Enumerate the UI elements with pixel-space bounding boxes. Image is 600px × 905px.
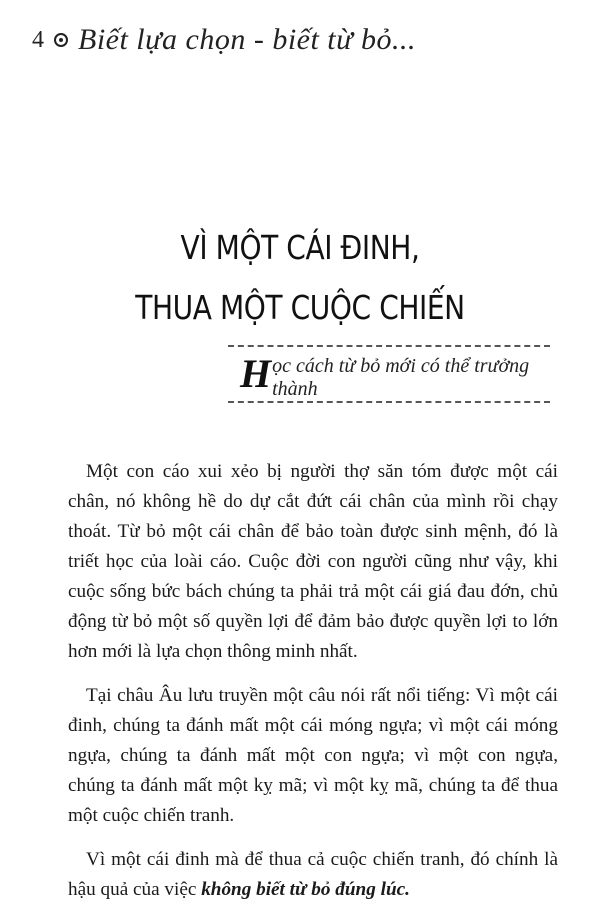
circle-bullet-icon — [54, 33, 68, 47]
paragraph-3-text: Vì một cái đinh mà để thua cả cuộc chiến tranh, đó chính là hậu quả của việc — [68, 849, 558, 900]
paragraph-1: Một con cáo xui xẻo bị người thợ săn tóm được một cái chân, nó không hề do dự cắt đứt cái chân của mình rồi chạy thoát. Từ bỏ một cái chân để bảo toàn được sinh mệnh, đó là triết học của loài cáo. Cuộc đời con người cũng như vậy, khi cuộc sống bức bách chúng ta phải trả một cái giá đau đớn, chủ động từ bỏ một số quyền lợi để đảm bảo được quyền lợi to lớn hơn mới là lựa chọn thông minh nhất. — [68, 461, 558, 662]
body-text — [68, 457, 558, 905]
paragraph-2: Tại châu Âu lưu truyền một câu nói rất nổi tiếng: Vì một cái đinh, chúng ta đánh mất một cái móng ngựa; vì một cái móng ngựa, chúng ta đánh mất một con ngựa; vì một con ngựa, chúng ta đánh mất một kỵ mã; vì một kỵ mã, chúng ta để thua một cuộc chiến tranh. — [68, 685, 558, 826]
page-header — [32, 20, 416, 60]
subtitle-text: ọc cách từ bỏ mới có thể trưởng thành — [272, 355, 530, 400]
chapter-title-line1: VÌ MỘT CÁI ĐINH, — [180, 228, 420, 267]
page-number: 4 — [32, 26, 44, 53]
paragraph-3 — [68, 845, 558, 905]
subtitle-drop-letter: H — [240, 351, 272, 396]
book-title: Biết lựa chọn - biết từ bỏ... — [78, 23, 416, 56]
chapter-title-line2: THUA MỘT CUỘC CHIẾN — [135, 288, 465, 327]
chapter-title — [0, 218, 600, 338]
paragraph-3-emphasis: không biết từ bỏ đúng lúc. — [201, 879, 410, 900]
chapter-subtitle — [228, 345, 550, 403]
